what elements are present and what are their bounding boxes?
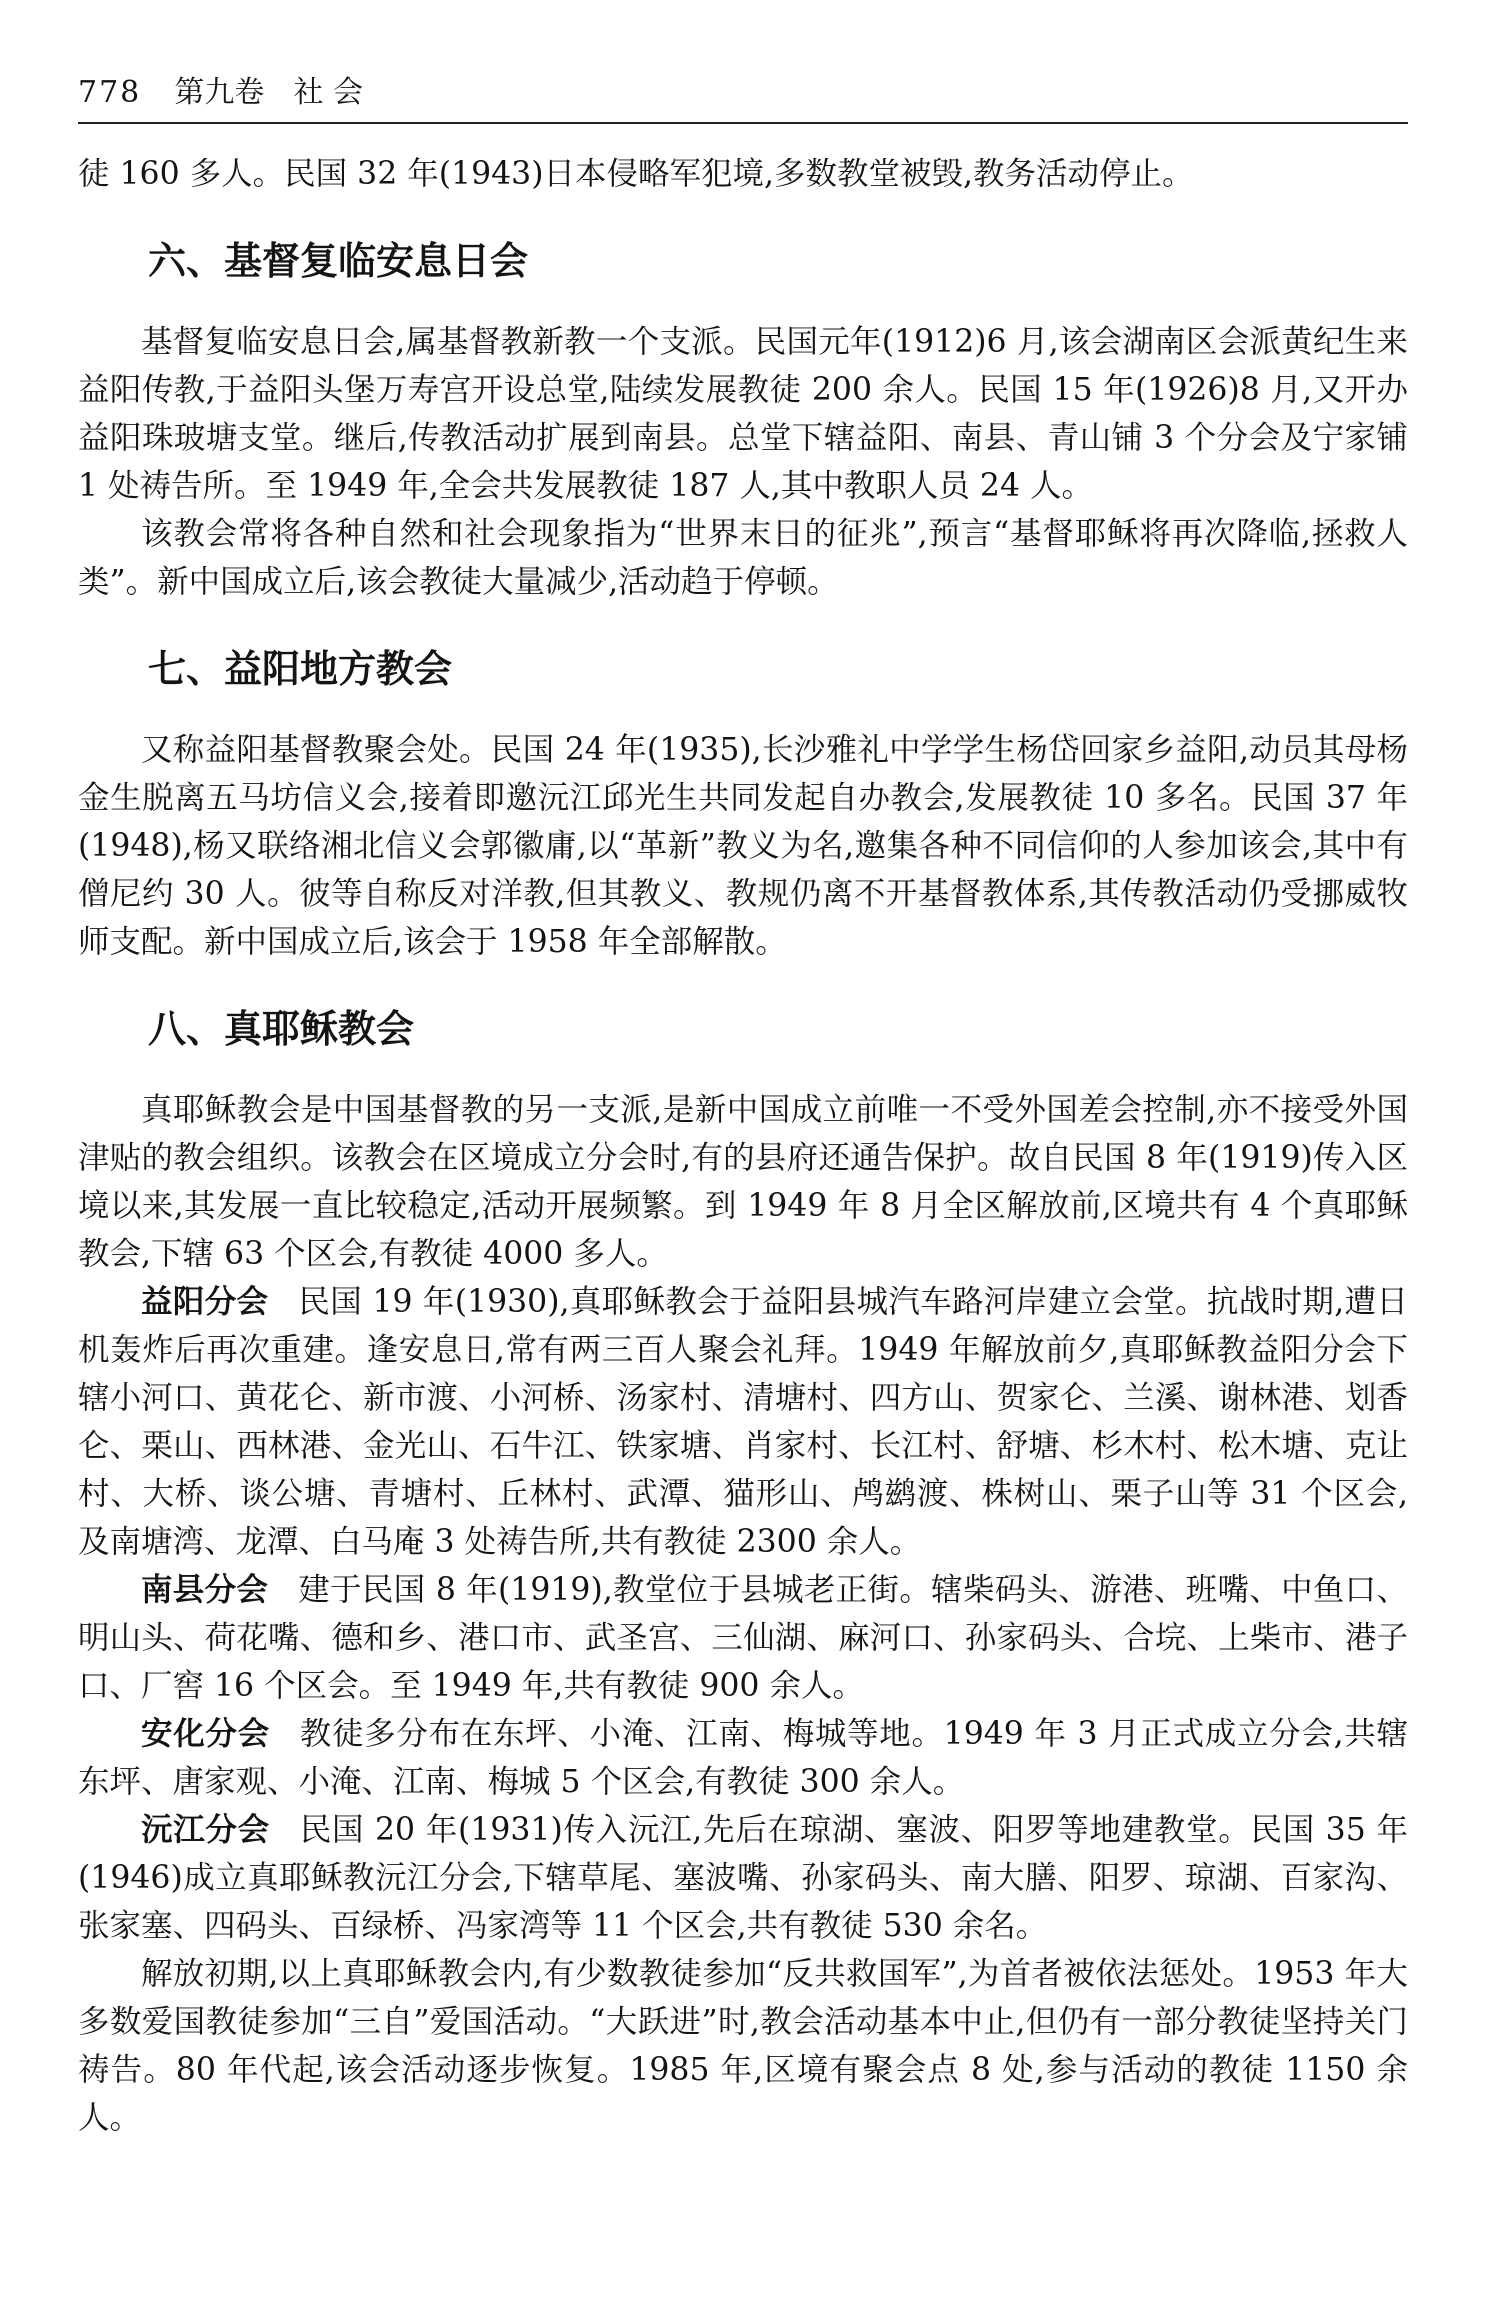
paragraph: 基督复临安息日会,属基督教新教一个支派。民国元年(1912)6 月,该会湖南区会派黄纪生来益阳传教,于益阳头堡万寿宫开设总堂,陆续发展教徒 200 余人。民国 15 年(1926)8 月,又开办益阳珠玻塘支堂。继后,传教活动扩展到南县。总堂下辖益阳、南县、青山铺 3 个分会及宁家铺 1 处祷告所。至 1949 年,全会共发展教徒 187 人,其中教职人员 24 人。 [78, 324, 1408, 504]
section-label: 社 会 [293, 75, 363, 110]
body-text [78, 150, 1408, 2142]
paragraph [78, 1806, 1408, 1950]
section-heading: 六、基督复临安息日会 [148, 239, 529, 283]
paragraph-text: 教徒多分布在东坪、小淹、江南、梅城等地。1949 年 3 月正式成立分会,共辖东坪、唐家观、小淹、江南、梅城 5 个区会,有教徒 300 余人。 [78, 1716, 1408, 1800]
paragraph-text: 民国 19 年(1930),真耶稣教会于益阳县城汽车路河岸建立会堂。抗战时期,遭日机轰炸后再次重建。逢安息日,常有两三百人聚会礼拜。1949 年解放前夕,真耶稣教益阳分会下辖小河口、黄花仑、新市渡、小河桥、汤家村、清塘村、四方山、贺家仑、兰溪、谢林港、划香仑、栗山、西林港、金光山、石牛江、铁家塘、肖家村、长江村、舒塘、杉木村、松木塘、克让村、大桥、谈公塘、青塘村、丘林村、武潭、猫形山、鸬鹚渡、株树山、栗子山等 31 个区会,及南塘湾、龙潭、白马庵 3 处祷告所,共有教徒 2300 余人。 [78, 1284, 1408, 1560]
running-header [78, 64, 1408, 124]
page-number: 778 [78, 75, 142, 110]
subsection-lead: 南县分会 [141, 1572, 269, 1608]
paragraph: 又称益阳基督教聚会处。民国 24 年(1935),长沙雅礼中学学生杨岱回家乡益阳,动员其母杨金生脱离五马坊信义会,接着即邀沅江邱光生共同发起自办教会,发展教徒 10 多名。民国 37 年(1948),杨又联络湘北信义会郭徽庸,以“革新”教义为名,邀集各种不同信仰的人参加该会,其中有僧尼约 30 人。彼等自称反对洋教,但其教义、教规仍离不开基督教体系,其传教活动仍受挪威牧师支配。新中国成立后,该会于 1958 年全部解散。 [78, 732, 1408, 960]
paragraph-text: 民国 20 年(1931)传入沅江,先后在琼湖、塞波、阳罗等地建教堂。民国 35 年(1946)成立真耶稣教沅江分会,下辖草尾、塞波嘴、孙家码头、南大膳、阳罗、琼湖、百家沟、张家塞、四码头、百绿桥、冯家湾等 11 个区会,共有教徒 530 余名。 [78, 1812, 1408, 1944]
paragraph [78, 1710, 1408, 1806]
section-heading: 八、真耶稣教会 [148, 1007, 415, 1051]
subsection-lead: 益阳分会 [141, 1284, 269, 1320]
paragraph [78, 1278, 1408, 1566]
section-heading: 七、益阳地方教会 [148, 647, 453, 691]
subsection-lead: 沅江分会 [141, 1812, 270, 1848]
paragraph-text: 建于民国 8 年(1919),教堂位于县城老正街。辖柴码头、游港、班嘴、中鱼口、明山头、荷花嘴、德和乡、港口市、武圣宫、三仙湖、麻河口、孙家码头、合垸、上柴市、港子口、厂窖 16 个区会。至 1949 年,共有教徒 900 余人。 [78, 1572, 1408, 1704]
paragraph: 真耶稣教会是中国基督教的另一支派,是新中国成立前唯一不受外国差会控制,亦不接受外国津贴的教会组织。该教会在区境成立分会时,有的县府还通告保护。故自民国 8 年(1919)传入区境以来,其发展一直比较稳定,活动开展频繁。到 1949 年 8 月全区解放前,区境共有 4 个真耶稣教会,下辖 63 个区会,有教徒 4000 多人。 [78, 1092, 1408, 1272]
subsection-lead: 安化分会 [141, 1716, 270, 1752]
paragraph [78, 1566, 1408, 1710]
paragraph: 解放初期,以上真耶稣教会内,有少数教徒参加“反共救国军”,为首者被依法惩处。1953 年大多数爱国教徒参加“三自”爱国活动。“大跃进”时,教会活动基本中止,但仍有一部分教徒坚持关门祷告。80 年代起,该会活动逐步恢复。1985 年,区境有聚会点 8 处,参与活动的教徒 1150 余人。 [78, 1956, 1408, 2136]
volume-label: 第九卷 [174, 75, 265, 110]
paragraph: 徒 160 多人。民国 32 年(1943)日本侵略军犯境,多数教堂被毁,教务活动停止。 [78, 156, 1194, 192]
paragraph: 该教会常将各种自然和社会现象指为“世界末日的征兆”,预言“基督耶稣将再次降临,拯救人类”。新中国成立后,该会教徒大量减少,活动趋于停顿。 [78, 516, 1408, 600]
